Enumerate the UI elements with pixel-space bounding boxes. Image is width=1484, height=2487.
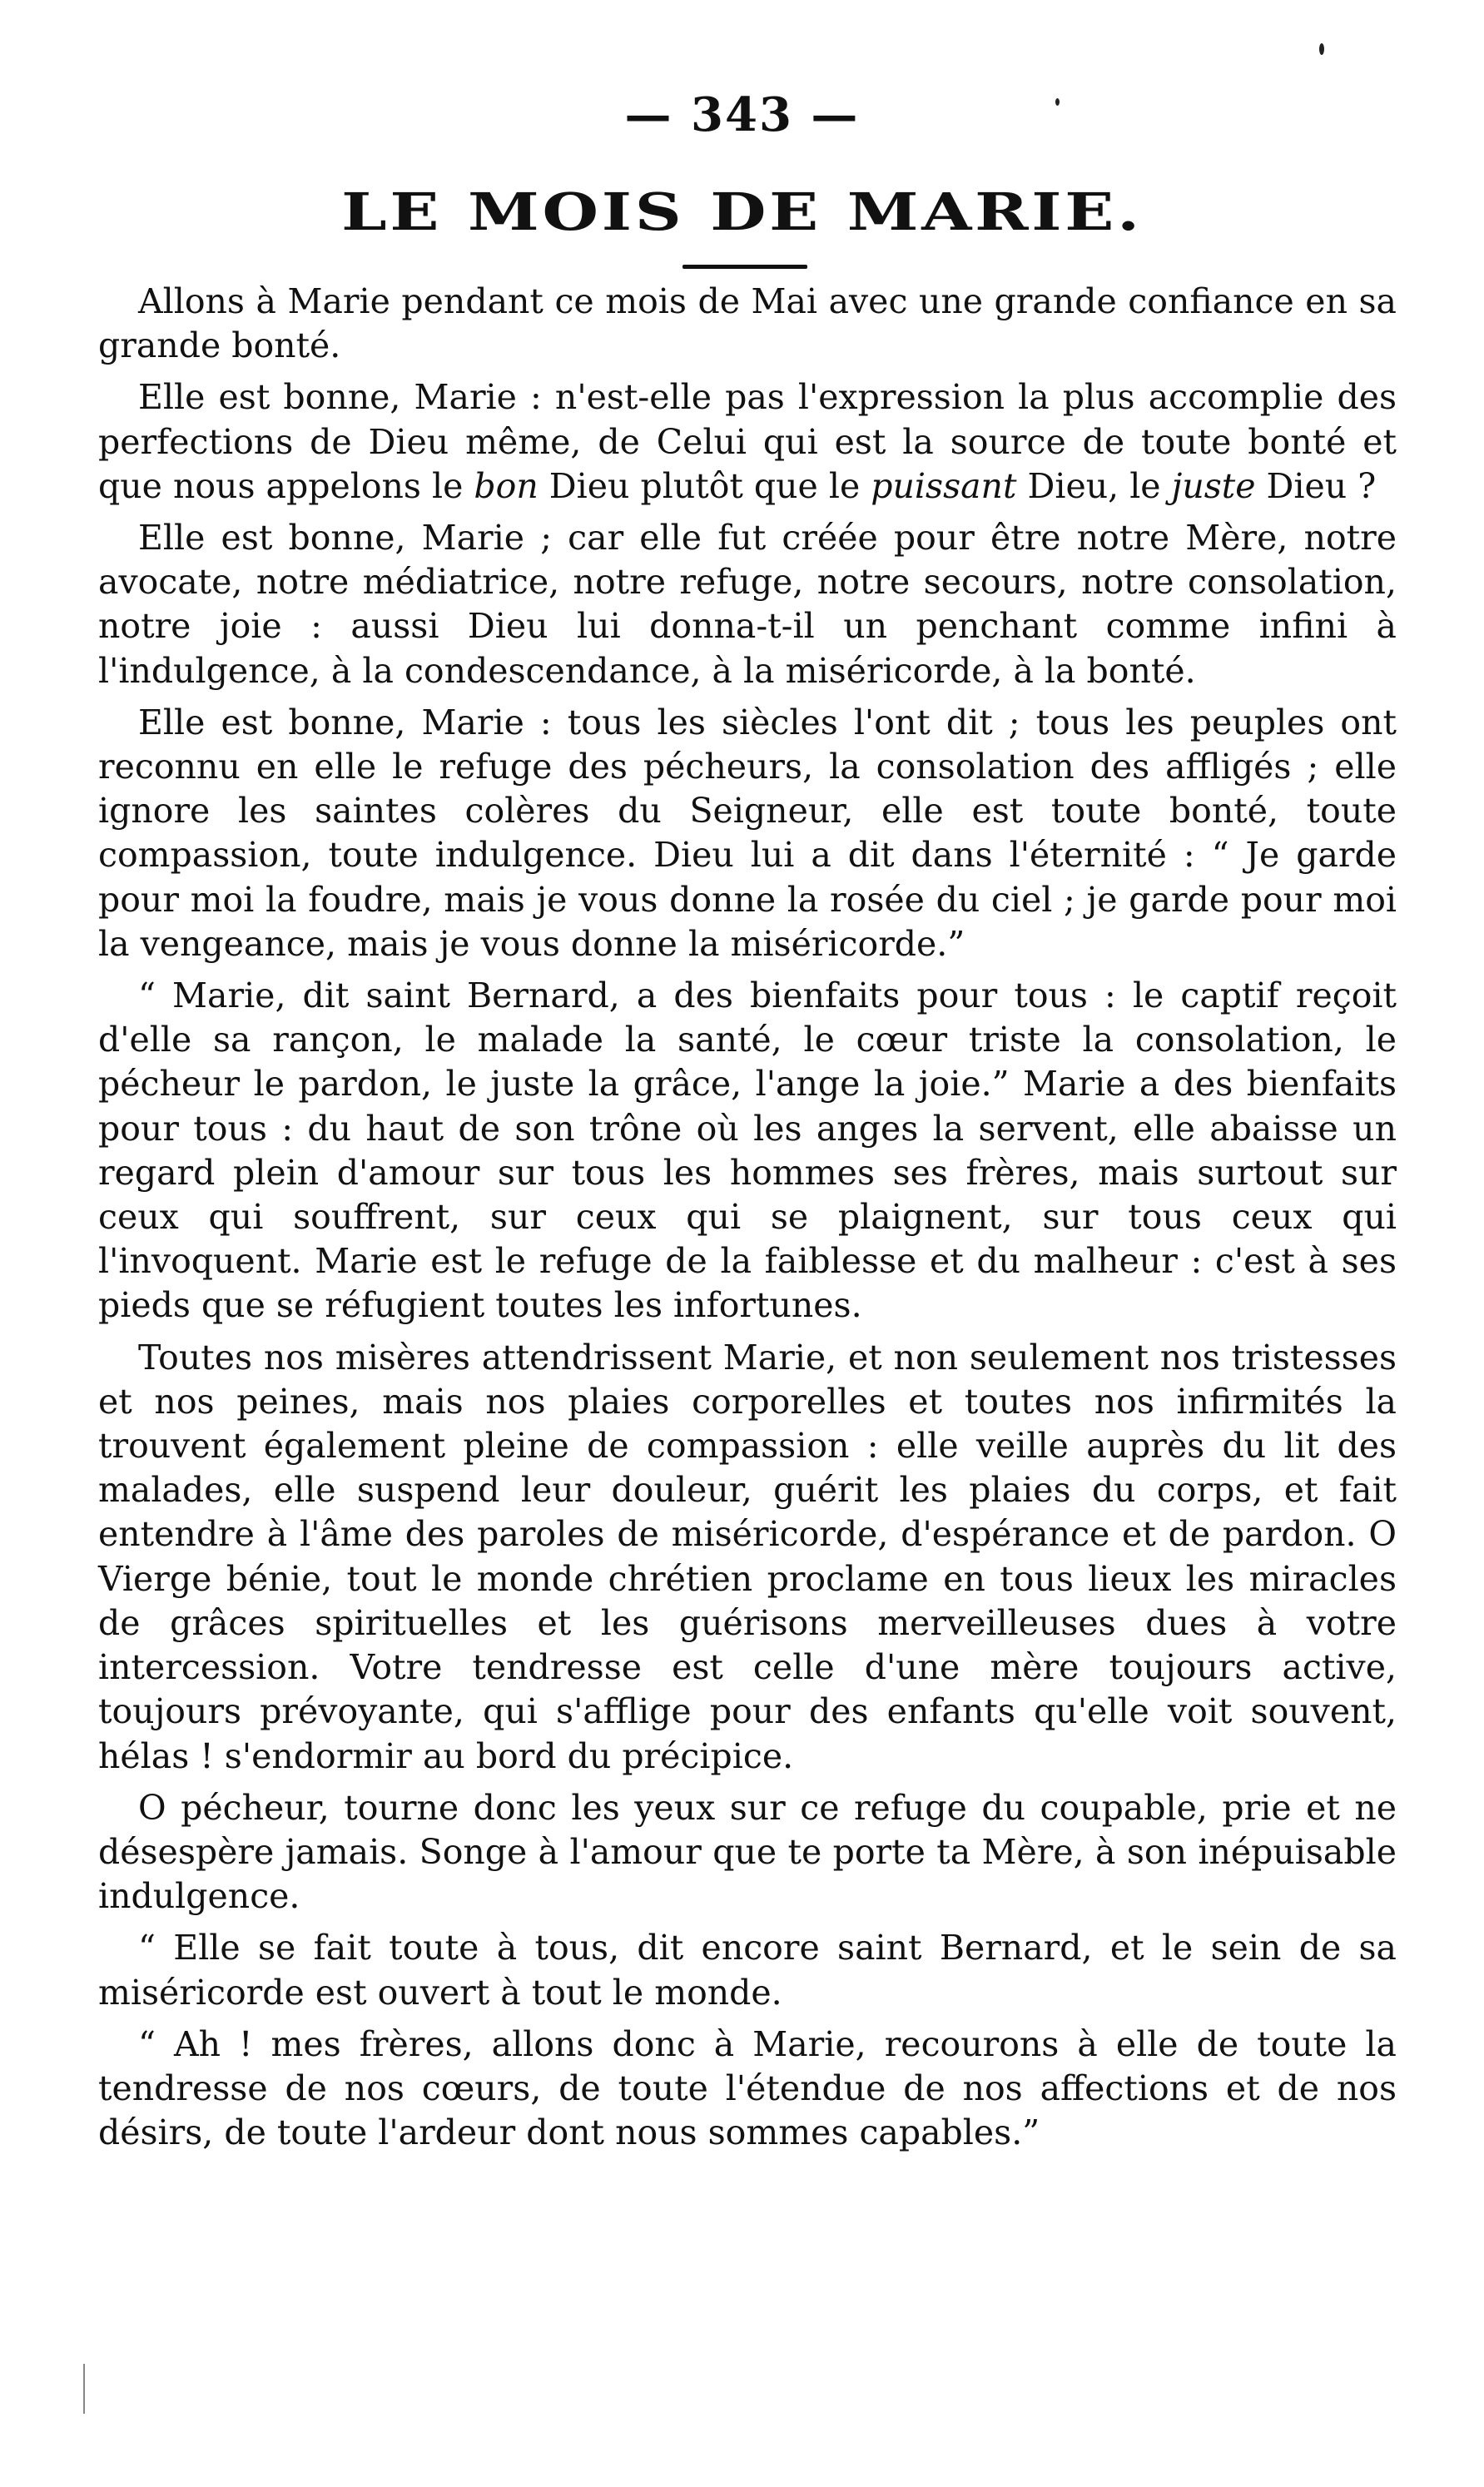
page-edge-mark — [83, 2364, 85, 2414]
paragraph-text: “ Elle se fait toute à tous, dit encore saint Bernard, et le sein de sa miséricorde est ouvert à tout le monde. — [98, 1928, 1397, 2013]
paragraph-text: Dieu, le — [1016, 465, 1172, 506]
paragraph — [98, 375, 1397, 509]
italic-word: juste — [1171, 465, 1256, 506]
ink-speck — [1319, 43, 1324, 55]
paragraph — [98, 280, 1397, 368]
paragraph — [98, 2023, 1397, 2156]
paragraph-text: Toutes nos misères attendrissent Marie, et non seulement nos tristesses et nos peines, mais nos plaies corporelles et toutes nos infirmités la trouvent également pleine de compassion : elle veille auprès du lit des malades, elle suspend leur douleur, guérit les plaies du corps, et fait entendre à l'âme des paroles de miséricorde, d'espérance et de pardon. O Vierge bénie, tout le monde chrétien proclame en tous lieux les miracles de grâces spirituelles et les guérisons merveilleuses dues à votre intercession. Votre tendresse est celle d'une mère toujours active, toujours prévoyante, qui s'afflige pour des enfants qu'elle voit souvent, hélas ! s'endormir au bord du précipice. — [98, 1337, 1397, 1776]
body-text — [98, 280, 1397, 2162]
paragraph-text: Elle est bonne, Marie ; car elle fut créée pour être notre Mère, notre avocate, notre médiatrice, notre refuge, notre secours, notre consolation, notre joie : aussi Dieu lui donna-t-il un penchant comme infini à l'indulgence, à la condescendance, à la miséricorde, à la bonté. — [98, 518, 1397, 691]
paragraph — [98, 974, 1397, 1328]
paragraph-text: O pécheur, tourne donc les yeux sur ce refuge du coupable, prie et ne désespère jamais. Songe à l'amour que te porte ta Mère, à son inépuisable indulgence. — [98, 1787, 1397, 1917]
paragraph — [98, 701, 1397, 966]
paragraph — [98, 1786, 1397, 1919]
paragraph — [98, 516, 1397, 693]
paragraph — [98, 1926, 1397, 2014]
paragraph-text: Dieu plutôt que le — [538, 465, 871, 506]
paragraph-text: Elle est bonne, Marie : tous les siècles l'ont dit ; tous les peuples ont reconnu en elle le refuge des pécheurs, la consolation des affligés ; elle ignore les saintes colères du Seigneur, elle est toute bonté, toute compassion, toute indulgence. Dieu lui a dit dans l'éternité : “ Je garde pour moi la foudre, mais je vous donne la rosée du ciel ; je garde pour moi la vengeance, mais je vous donne la miséricorde.” — [98, 702, 1397, 964]
paragraph-text: “ Ah ! mes frères, allons donc à Marie, recourons à elle de toute la tendresse de nos cœurs, de toute l'étendue de nos affections et de nos désirs, de toute l'ardeur dont nous sommes capables.” — [98, 2023, 1397, 2153]
italic-word: puissant — [871, 465, 1017, 506]
paragraph-text: Elle est bonne, Marie : n'est-elle pas l'expression la plus accomplie des perfections de Dieu même, de Celui qui est la source de toute bonté et que nous appelons le — [98, 377, 1397, 506]
page-number: — 343 — — [624, 87, 860, 142]
paragraph-text: Dieu ? — [1255, 465, 1377, 506]
title-ornament-rule — [682, 265, 807, 269]
italic-word: bon — [474, 465, 539, 506]
paragraph-text: Allons à Marie pendant ce mois de Mai avec une grande confiance en sa grande bonté. — [98, 281, 1397, 366]
paragraph-text: “ Marie, dit saint Bernard, a des bienfaits pour tous : le captif reçoit d'elle sa rançon, le malade la santé, le cœur triste la consolation, le pécheur le pardon, le juste la grâce, l'ange la joie.” Marie a des bienfaits pour tous : du haut de son trône où les anges la servent, elle abaisse un regard plein d'amour sur tous les hommes ses frères, mais surtout sur ceux qui souffrent, sur ceux qui se plaignent, sur tous ceux qui l'invoquent. Marie est le refuge de la faiblesse et du malheur : c'est à ses pieds que se réfugient toutes les infortunes. — [98, 975, 1397, 1326]
chapter-title: LE MOIS DE MARIE. — [341, 181, 1143, 242]
paragraph — [98, 1336, 1397, 1779]
